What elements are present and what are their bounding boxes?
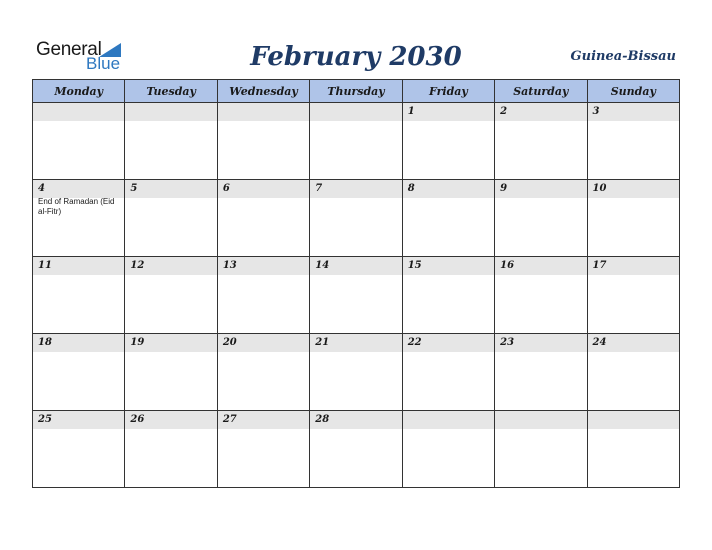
day-number: 16 bbox=[500, 260, 515, 271]
day-number: 13 bbox=[222, 260, 237, 271]
day-cell bbox=[495, 180, 587, 257]
day-cell bbox=[402, 103, 494, 180]
day-number: 26 bbox=[130, 414, 145, 425]
day-cell bbox=[33, 180, 125, 257]
day-number bbox=[125, 103, 216, 121]
day-number: 7 bbox=[315, 183, 323, 194]
day-number: 23 bbox=[500, 337, 515, 348]
weekday-header: Tuesday bbox=[125, 80, 217, 103]
day-number: 12 bbox=[130, 260, 145, 271]
day-cell bbox=[402, 180, 494, 257]
weekday-header: Saturday bbox=[495, 80, 587, 103]
day-cell bbox=[587, 334, 679, 411]
day-cell bbox=[495, 257, 587, 334]
weekday-header: Thursday bbox=[310, 80, 402, 103]
day-cell bbox=[33, 103, 125, 180]
day-number: 1 bbox=[407, 106, 415, 117]
day-cell bbox=[587, 103, 679, 180]
day-cell bbox=[125, 411, 217, 488]
calendar-grid bbox=[32, 79, 680, 488]
day-cell bbox=[125, 103, 217, 180]
day-number: 27 bbox=[222, 414, 237, 425]
day-cell bbox=[217, 257, 309, 334]
weekday-header: Monday bbox=[33, 80, 125, 103]
day-number bbox=[403, 411, 494, 429]
weekday-header: Wednesday bbox=[217, 80, 309, 103]
day-number: 22 bbox=[407, 337, 422, 348]
logo-general-text: General bbox=[36, 39, 102, 60]
weekday-header-row bbox=[33, 80, 680, 103]
day-number: 25 bbox=[38, 414, 52, 425]
weekday-header: Friday bbox=[402, 80, 494, 103]
week-row bbox=[33, 411, 680, 488]
day-cell bbox=[33, 334, 125, 411]
day-cell bbox=[587, 257, 679, 334]
week-row bbox=[33, 257, 680, 334]
day-cell bbox=[217, 334, 309, 411]
day-cell bbox=[402, 334, 494, 411]
day-number: 24 bbox=[592, 337, 607, 348]
day-cell bbox=[310, 103, 402, 180]
day-number bbox=[310, 103, 401, 121]
day-number: 4 bbox=[38, 183, 45, 194]
day-cell bbox=[33, 257, 125, 334]
day-cell bbox=[310, 257, 402, 334]
day-number: 9 bbox=[500, 183, 508, 194]
day-number bbox=[33, 103, 124, 121]
day-number: 11 bbox=[38, 260, 52, 271]
day-number: 3 bbox=[592, 106, 600, 117]
week-row bbox=[33, 180, 680, 257]
day-number: 20 bbox=[222, 337, 237, 348]
day-cell bbox=[495, 411, 587, 488]
day-cell bbox=[495, 334, 587, 411]
day-cell bbox=[310, 334, 402, 411]
day-number: 5 bbox=[130, 183, 138, 194]
week-row bbox=[33, 103, 680, 180]
day-number: 17 bbox=[592, 260, 607, 271]
day-number: 6 bbox=[222, 183, 230, 194]
day-cell bbox=[495, 103, 587, 180]
page-title: February 2030 bbox=[250, 42, 462, 72]
day-cell bbox=[125, 334, 217, 411]
day-cell bbox=[33, 411, 125, 488]
day-number bbox=[218, 103, 309, 121]
day-cell bbox=[217, 103, 309, 180]
day-cell bbox=[310, 180, 402, 257]
day-cell bbox=[402, 257, 494, 334]
day-cell bbox=[587, 180, 679, 257]
day-number bbox=[588, 411, 679, 429]
day-number: 14 bbox=[315, 260, 330, 271]
day-number bbox=[495, 411, 586, 429]
holiday-label: End of Ramadan (Eid al-Fitr) bbox=[38, 197, 115, 216]
logo-blue-text: Blue bbox=[86, 54, 121, 73]
day-number: 10 bbox=[592, 183, 607, 194]
day-number: 28 bbox=[315, 414, 330, 425]
day-cell bbox=[125, 257, 217, 334]
day-cell bbox=[125, 180, 217, 257]
day-number: 15 bbox=[407, 260, 422, 271]
day-cell bbox=[217, 411, 309, 488]
week-row bbox=[33, 334, 680, 411]
day-number: 19 bbox=[130, 337, 145, 348]
day-cell bbox=[587, 411, 679, 488]
day-number: 2 bbox=[500, 106, 508, 117]
day-cell bbox=[217, 180, 309, 257]
day-number: 21 bbox=[315, 337, 330, 348]
day-cell bbox=[310, 411, 402, 488]
day-cell bbox=[402, 411, 494, 488]
day-number: 8 bbox=[407, 183, 415, 194]
country-label: Guinea-Bissau bbox=[570, 49, 676, 64]
day-number: 18 bbox=[38, 337, 52, 348]
weekday-header: Sunday bbox=[587, 80, 679, 103]
